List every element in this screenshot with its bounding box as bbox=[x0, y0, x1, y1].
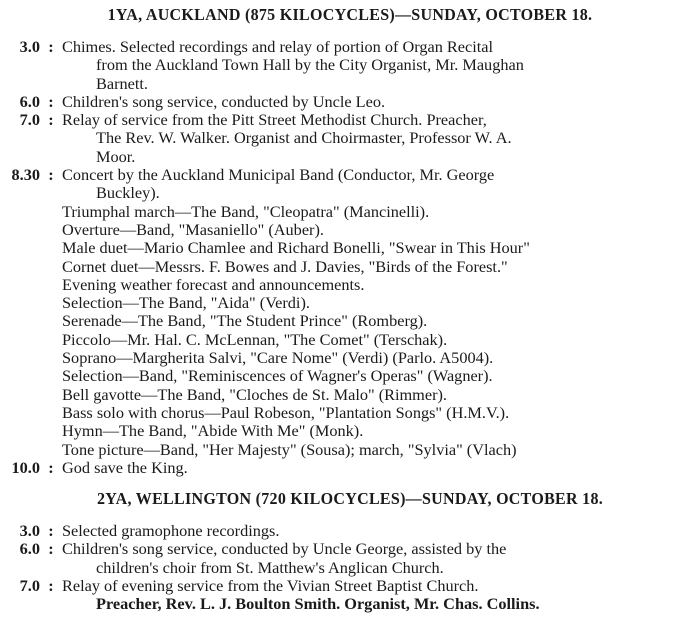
programme-item: Selection—Band, "Reminiscences of Wagner's Operas" (Wagner). bbox=[62, 366, 493, 386]
entry-line: Concert by the Auckland Municipal Band (Conductor, Mr. George bbox=[62, 165, 495, 185]
concert-programme-list bbox=[62, 203, 700, 459]
entry-line: God save the King. bbox=[62, 457, 188, 477]
entry-line: Chimes. Selected recordings and relay of portion of Organ Recital bbox=[62, 37, 494, 56]
entry-line: Children's song service, conducted by Uncle Leo. bbox=[62, 91, 386, 111]
entry-text bbox=[62, 522, 662, 540]
time-separator: : bbox=[48, 91, 54, 111]
entry-text bbox=[62, 577, 662, 614]
entry-line: Relay of evening service from the Vivian Street Baptist Church. bbox=[62, 575, 479, 595]
entry-line: The Rev. W. Walker. Organist and Choirmaster, Professor W. A. bbox=[96, 128, 512, 148]
programme-entry bbox=[0, 459, 700, 477]
time-separator: : bbox=[48, 575, 54, 595]
programme-item: Tone picture—Band, "Her Majesty" (Sousa); march, "Sylvia" (Vlach) bbox=[62, 439, 517, 459]
programme-item: Bell gavotte—The Band, "Cloches de St. Malo" (Rimmer). bbox=[62, 384, 447, 404]
programme-item: Overture—Band, "Masaniello" (Auber). bbox=[62, 219, 324, 239]
entry-text bbox=[62, 540, 662, 577]
station-heading: 2YA, WELLINGTON (720 KILOCYCLES)—SUNDAY, OCTOBER 18. bbox=[96, 489, 604, 508]
programme-item: Piccolo—Mr. Hal. C. McLennan, "The Comet" (Terschak). bbox=[62, 329, 448, 349]
entry-line: Moor. bbox=[96, 146, 136, 166]
time-separator: : bbox=[48, 165, 54, 185]
programme-entry bbox=[0, 93, 700, 111]
time-separator: : bbox=[48, 110, 54, 130]
entry-line: Children's song service, conducted by Uncle George, assisted by the bbox=[62, 539, 507, 559]
entry-time: 6.0 bbox=[19, 539, 40, 559]
entry-time: 7.0 bbox=[19, 575, 40, 595]
programme-entry bbox=[0, 522, 700, 540]
programme-entry bbox=[0, 111, 700, 166]
entry-time: 7.0 bbox=[19, 110, 40, 130]
entry-time: 10.0 bbox=[11, 457, 40, 477]
programme-item: Male duet—Mario Chamlee and Richard Bonelli, "Swear in This Hour" bbox=[62, 238, 530, 258]
programme-item: Evening weather forecast and announcements. bbox=[62, 274, 365, 294]
programme-item: Soprano—Margherita Salvi, "Care Nome" (Verdi) (Parlo. A5004). bbox=[62, 348, 494, 368]
entry-text bbox=[62, 111, 662, 166]
entry-line: children's choir from St. Matthew's Anglican Church. bbox=[96, 557, 444, 577]
station-section-auckland bbox=[0, 4, 700, 477]
time-separator: : bbox=[48, 539, 54, 559]
entry-time: 8.30 bbox=[11, 165, 40, 185]
programme-item: Cornet duet—Messrs. F. Bowes and J. Davies, "Birds of the Forest." bbox=[62, 256, 508, 276]
entry-time: 3.0 bbox=[19, 521, 40, 540]
time-separator: : bbox=[48, 457, 54, 477]
entry-line: Preacher, Rev. L. J. Boulton Smith. Organist, Mr. Chas. Collins. bbox=[96, 594, 540, 614]
entry-line: Selected gramophone recordings. bbox=[62, 521, 280, 540]
programme-item: Triumphal march—The Band, "Cleopatra" (Mancinelli). bbox=[62, 201, 430, 221]
entry-time: 3.0 bbox=[19, 37, 40, 56]
station-section-wellington bbox=[0, 488, 700, 613]
programme-item: Hymn—The Band, "Abide With Me" (Monk). bbox=[62, 421, 364, 441]
station-heading: 1YA, AUCKLAND (875 KILOCYCLES)—SUNDAY, OCTOBER 18. bbox=[107, 5, 593, 24]
entry-line: from the Auckland Town Hall by the City Organist, Mr. Maughan bbox=[96, 55, 524, 75]
programme-item: Serenade—The Band, "The Student Prince" (Romberg). bbox=[62, 311, 428, 331]
programme-item: Selection—The Band, "Aida" (Verdi). bbox=[62, 293, 310, 313]
time-separator: : bbox=[48, 37, 54, 56]
time-separator: : bbox=[48, 521, 54, 540]
entry-line: Barnett. bbox=[96, 73, 148, 93]
entry-time: 6.0 bbox=[19, 91, 40, 111]
programme-entry bbox=[0, 38, 700, 93]
programme-item: Bass solo with chorus—Paul Robeson, "Plantation Songs" (H.M.V.). bbox=[62, 402, 510, 422]
entry-line: Relay of service from the Pitt Street Methodist Church. Preacher, bbox=[62, 110, 487, 130]
entry-text bbox=[62, 166, 662, 203]
programme-entry bbox=[0, 540, 700, 577]
programme-entry bbox=[0, 577, 700, 614]
programme-entry bbox=[0, 166, 700, 203]
entry-text bbox=[62, 93, 662, 111]
entry-line: Buckley). bbox=[96, 183, 160, 203]
entry-text bbox=[62, 38, 662, 93]
entry-text bbox=[62, 459, 662, 477]
